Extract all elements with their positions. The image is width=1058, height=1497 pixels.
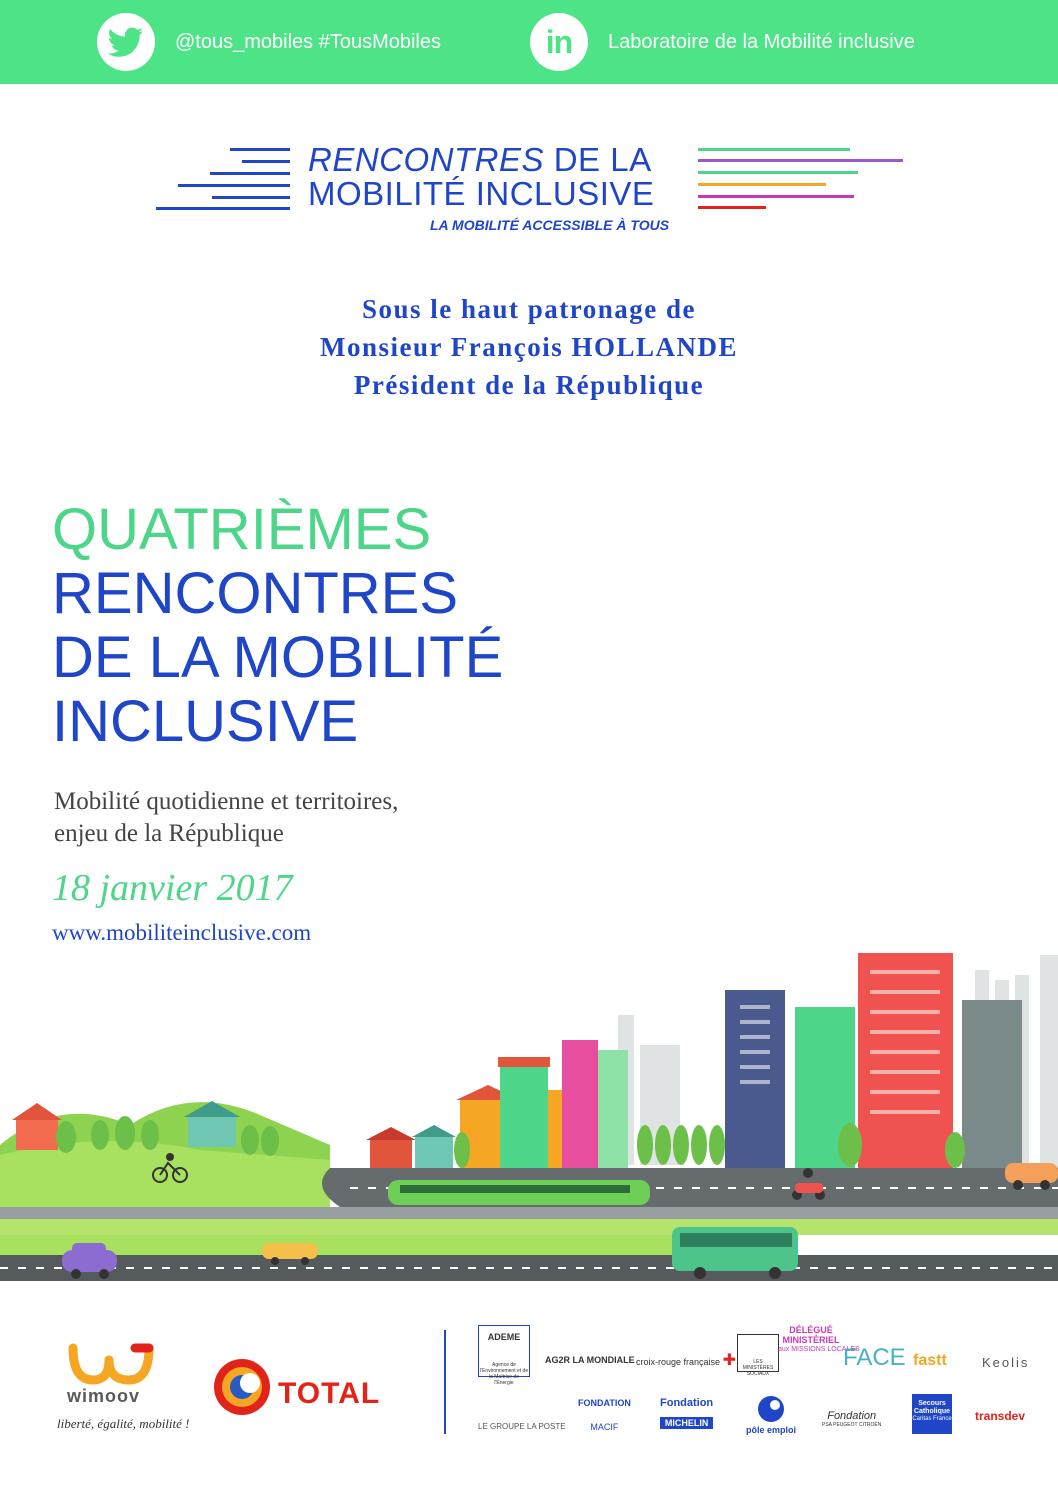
heading-line3: DE LA MOBILITÉ	[52, 625, 504, 690]
tram	[388, 1180, 650, 1205]
twitter-link[interactable]	[97, 12, 441, 72]
heading-line4: INCLUSIVE	[52, 689, 359, 754]
partner-fondation-michelin: Fondation MICHELIN	[660, 1397, 714, 1428]
linkedin-icon	[530, 13, 588, 71]
wimoov-logo	[55, 1340, 190, 1440]
partner-fondation-macif: FONDATION MACIF	[578, 1398, 631, 1432]
wimoov-tagline: liberté, égalité, mobilité !	[57, 1416, 190, 1431]
heading-line1: QUATRIÈMES	[52, 497, 432, 562]
top-social-bar	[0, 0, 1058, 84]
patronage-line1: Sous le haut patronage de	[361, 294, 697, 324]
twitter-bird-icon	[97, 13, 155, 71]
partner-la-poste: LE GROUPE LA POSTE	[478, 1422, 566, 1431]
logo-tagline: LA MOBILITÉ ACCESSIBLE À TOUS	[430, 217, 670, 233]
subtitle-line1: Mobilité quotidienne et territoires,	[54, 788, 399, 815]
event-website-link[interactable]: www.mobiliteinclusive.com	[52, 920, 312, 945]
partner-croix-rouge: croix-rouge française ✚	[636, 1352, 736, 1369]
partner-pole-emploi: pôle emploi	[746, 1395, 796, 1435]
pole-emploi-emblem-icon	[757, 1395, 785, 1423]
linkedin-glyph: in	[545, 23, 573, 60]
event-date: 18 janvier 2017	[52, 867, 293, 909]
house-left	[12, 1103, 62, 1150]
partner-ademe: ADEME Agence de l'Environnement et de la Maîtrise de l'Énergie	[478, 1325, 530, 1377]
partner-keolis: Keolis	[982, 1355, 1030, 1370]
linkedin-name: Laboratoire de la Mobilité inclusive	[608, 30, 915, 53]
twitter-handle: @tous_mobiles #TousMobiles	[175, 30, 441, 53]
sponsors-footer	[0, 1300, 1058, 1497]
partner-fondation-psa: Fondation PSA PEUGEOT CITROËN	[822, 1410, 882, 1428]
logo-title-line1: RENCONTRES DE LA	[308, 141, 652, 178]
sponsor-divider	[444, 1330, 446, 1434]
total-name: TOTAL	[278, 1377, 381, 1410]
red-cross-icon: ✚	[722, 1352, 736, 1369]
wimoov-name: wimoov	[67, 1386, 141, 1406]
main-heading	[52, 498, 503, 754]
linkedin-link[interactable]	[530, 12, 915, 72]
partner-face: FACE	[843, 1344, 906, 1371]
city-mobility-illustration	[0, 945, 1058, 1285]
partner-delegue-ministeriel: DÉLÉGUÉ MINISTÉRIEL aux MISSIONS LOCALES	[778, 1325, 860, 1353]
total-logo	[210, 1355, 400, 1425]
event-logo	[150, 140, 910, 240]
patronage-line3: Président de la République	[353, 370, 705, 400]
partner-secours-catholique: Secours Catholique Caritas France	[912, 1394, 952, 1434]
partner-ag2r: AG2R LA MONDIALE	[545, 1355, 635, 1365]
partner-fastt: fastt	[913, 1352, 947, 1369]
total-emblem-icon	[210, 1355, 274, 1419]
wimoov-w-icon	[65, 1340, 165, 1386]
partner-transdev: transdev	[975, 1409, 1026, 1423]
partner-ministeres-sociaux: LES MINISTÈRES SOCIAUX	[737, 1334, 779, 1372]
subtitle-line2: enjeu de la République	[54, 820, 284, 847]
heading-line2: RENCONTRES	[52, 561, 459, 626]
patronage-line2: Monsieur François HOLLANDE	[319, 332, 738, 362]
patronage-block	[0, 290, 1058, 404]
subtitle	[54, 786, 398, 850]
logo-title-line2: MOBILITÉ INCLUSIVE	[308, 175, 655, 212]
